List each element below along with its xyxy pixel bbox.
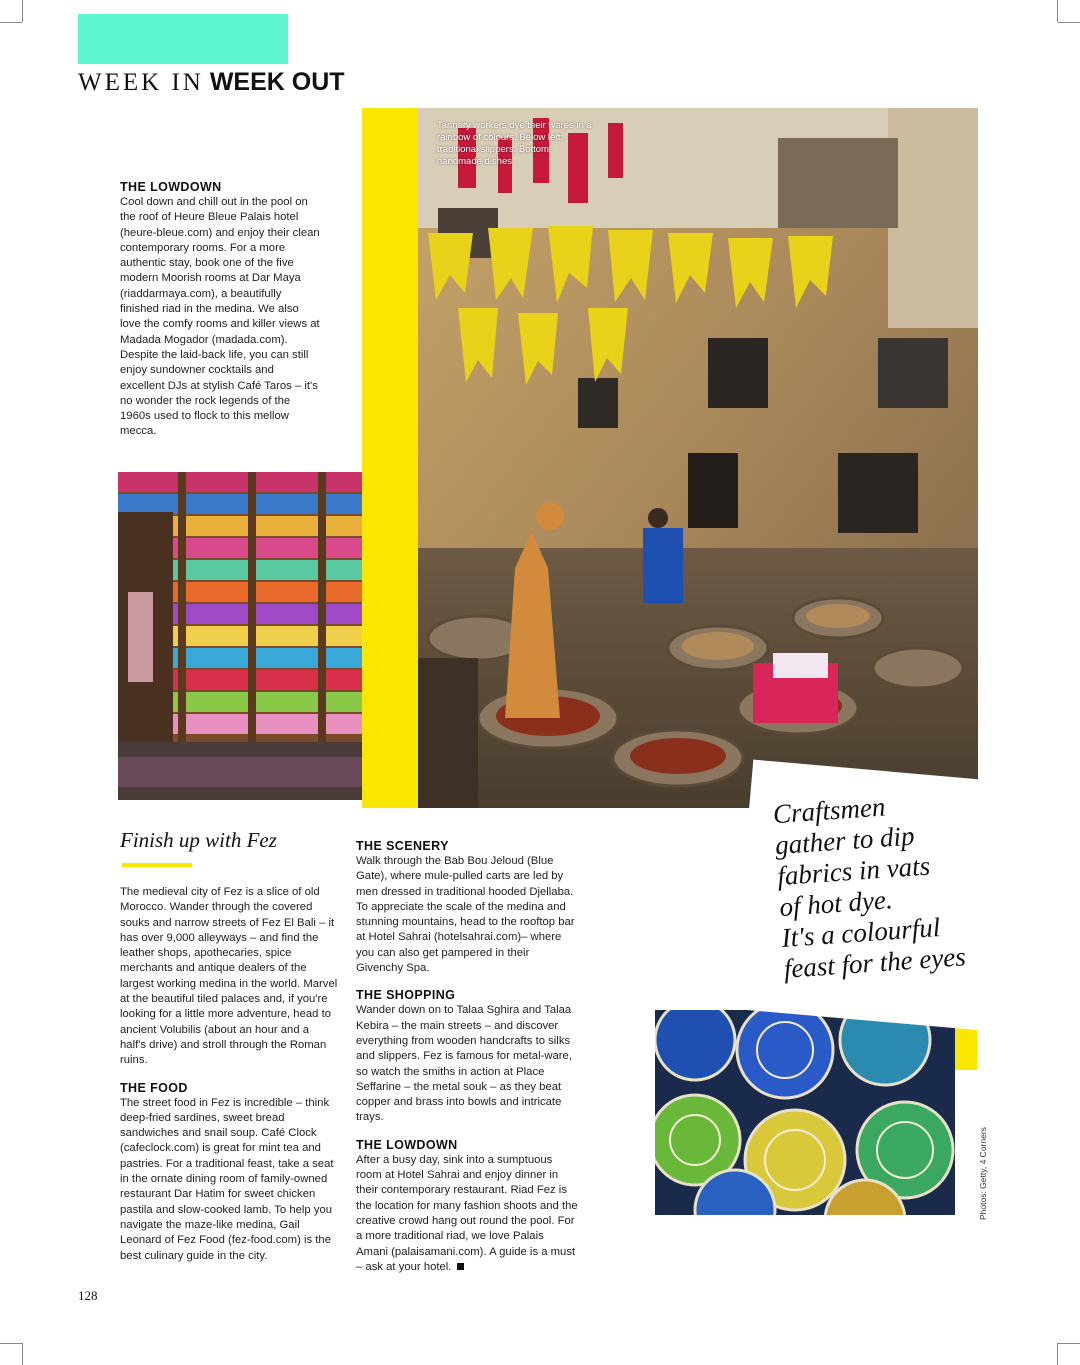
lowdown-top-section: [120, 180, 320, 440]
crop-mark: [0, 22, 22, 23]
feature-column-middle: [356, 839, 578, 1275]
end-mark-icon: [457, 1263, 464, 1270]
crop-mark: [22, 1343, 23, 1365]
quote-card: [732, 760, 1003, 1031]
food-heading: THE FOOD: [120, 1080, 188, 1095]
tannery-photo: [418, 108, 978, 808]
quote-line: fabrics in vats: [776, 850, 932, 892]
section-light-label: WEEK IN: [78, 69, 204, 96]
yellow-accent-bar: [362, 108, 418, 808]
lowdown-top-body: Cool down and chill out in the pool on the roof of Heure Bleue Palais hotel (heure-bleue.com) and enjoy their clean contemporary rooms. For a more authentic stay, book one of the five modern Moorish rooms at Dar Maya (riaddarmaya.com), a beautifully finished riad in the medina. We also love the comfy rooms and killer views at Madada Mogador (madada.com). Despite the laid-back life, you can still enjoy sundowner cocktails and excellent DJs at stylish Café Taros – it's no wonder the rock legends of the 1960s used to flock to this mellow mecca.: [120, 196, 320, 438]
quote-line: of hot dye.: [778, 884, 894, 923]
crop-mark: [22, 0, 23, 22]
lowdown-bottom-body-wrap: [356, 1153, 578, 1275]
quote-line: feast for the eyes: [782, 941, 967, 984]
quote-line: It's a colourful: [780, 911, 942, 953]
section-bold-label: WEEK OUT: [209, 68, 345, 96]
shopping-body: Wander down on to Talaa Sghira and Talaa Kebira – the main streets – and discover everything from wooden handcrafts to silks and slippers. Fez is famous for metal-ware, so watch the smiths in action at Place Seffarine – the metal souk – as they beat copper and brass into bowls and intricate trays.: [356, 1004, 572, 1124]
crop-mark: [1058, 22, 1080, 23]
photo-caption: Tannery workers dye their wares in a rainbow of colours. Below left: traditional slippers. Bottom: handmade dishes: [437, 120, 592, 167]
food-body: The street food in Fez is incredible – think deep-fried sardines, sweet bread sandwiches and snail soup. Café Clock (cafeclock.com) is great for mint tea and pastries. For a traditional feast, take a seat in the ornate dining room of family-owned restaurant Dar Hatim for sweet chicken pastila and slow-cooked lamb. To help you navigate the maze-like medina, Gail Leonard of Fez Food (fez-food.com) is the best culinary guide in the city.: [120, 1096, 334, 1262]
crop-mark: [0, 1343, 22, 1344]
feature-title: Finish up with Fez: [120, 828, 277, 852]
slippers-photo: [118, 472, 362, 800]
title-underline: [122, 863, 192, 867]
feature-column-left: [120, 885, 338, 1264]
section-header: [78, 68, 345, 97]
dishes-photo: [655, 1010, 955, 1215]
lowdown-bottom-body: After a busy day, sink into a sumptuous room at Hotel Sahrai and enjoy dinner in their contemporary restaurant. Riad Fez is the location for many fashion shoots and the creative crowd hang out round the pool. For a more traditional riad, we love Palais Amani (palaisamani.com). A guide is a must – ask at your hotel.: [356, 1153, 578, 1273]
scenery-body: Walk through the Bab Bou Jeloud (Blue Gate), where mule-pulled carts are led by men dressed in traditional hooded Djellaba. To appreciate the scale of the medina and stunning mountains, head to the rooftop bar at Hotel Sahrai (hotelsahrai.com)– where you can also get pampered in their Givenchy Spa.: [356, 855, 575, 975]
shopping-heading: THE SHOPPING: [356, 988, 456, 1003]
quote-line: gather to dip: [774, 820, 916, 861]
crop-mark: [1058, 1343, 1080, 1344]
lowdown-bottom-heading: THE LOWDOWN: [356, 1137, 458, 1152]
pull-quote: [772, 787, 967, 985]
scenery-heading: THE SCENERY: [356, 839, 449, 853]
feature-intro: The medieval city of Fez is a slice of old Morocco. Wander through the covered souks and narrow streets of Fez El Bali – it has over 9,000 alleyways – and find the leather shops, apothecaries, spice merchants and antique dealers of the largest working medina in the world. Marvel at the beautiful tiled palaces and, if you're looking for a little more adventure, head to ancient Volubilis (about an hour and a half's drive) and stroll through the Roman ruins.: [120, 886, 338, 1067]
brand-color-block: [78, 14, 288, 64]
photo-credit: Photos: Getty, 4 Corners: [978, 1127, 988, 1220]
quote-line: Craftsmen: [771, 791, 887, 830]
crop-mark: [1057, 1343, 1058, 1365]
crop-mark: [1057, 0, 1058, 22]
page-number: 128: [78, 1288, 98, 1303]
lowdown-top-heading: THE LOWDOWN: [120, 180, 222, 194]
